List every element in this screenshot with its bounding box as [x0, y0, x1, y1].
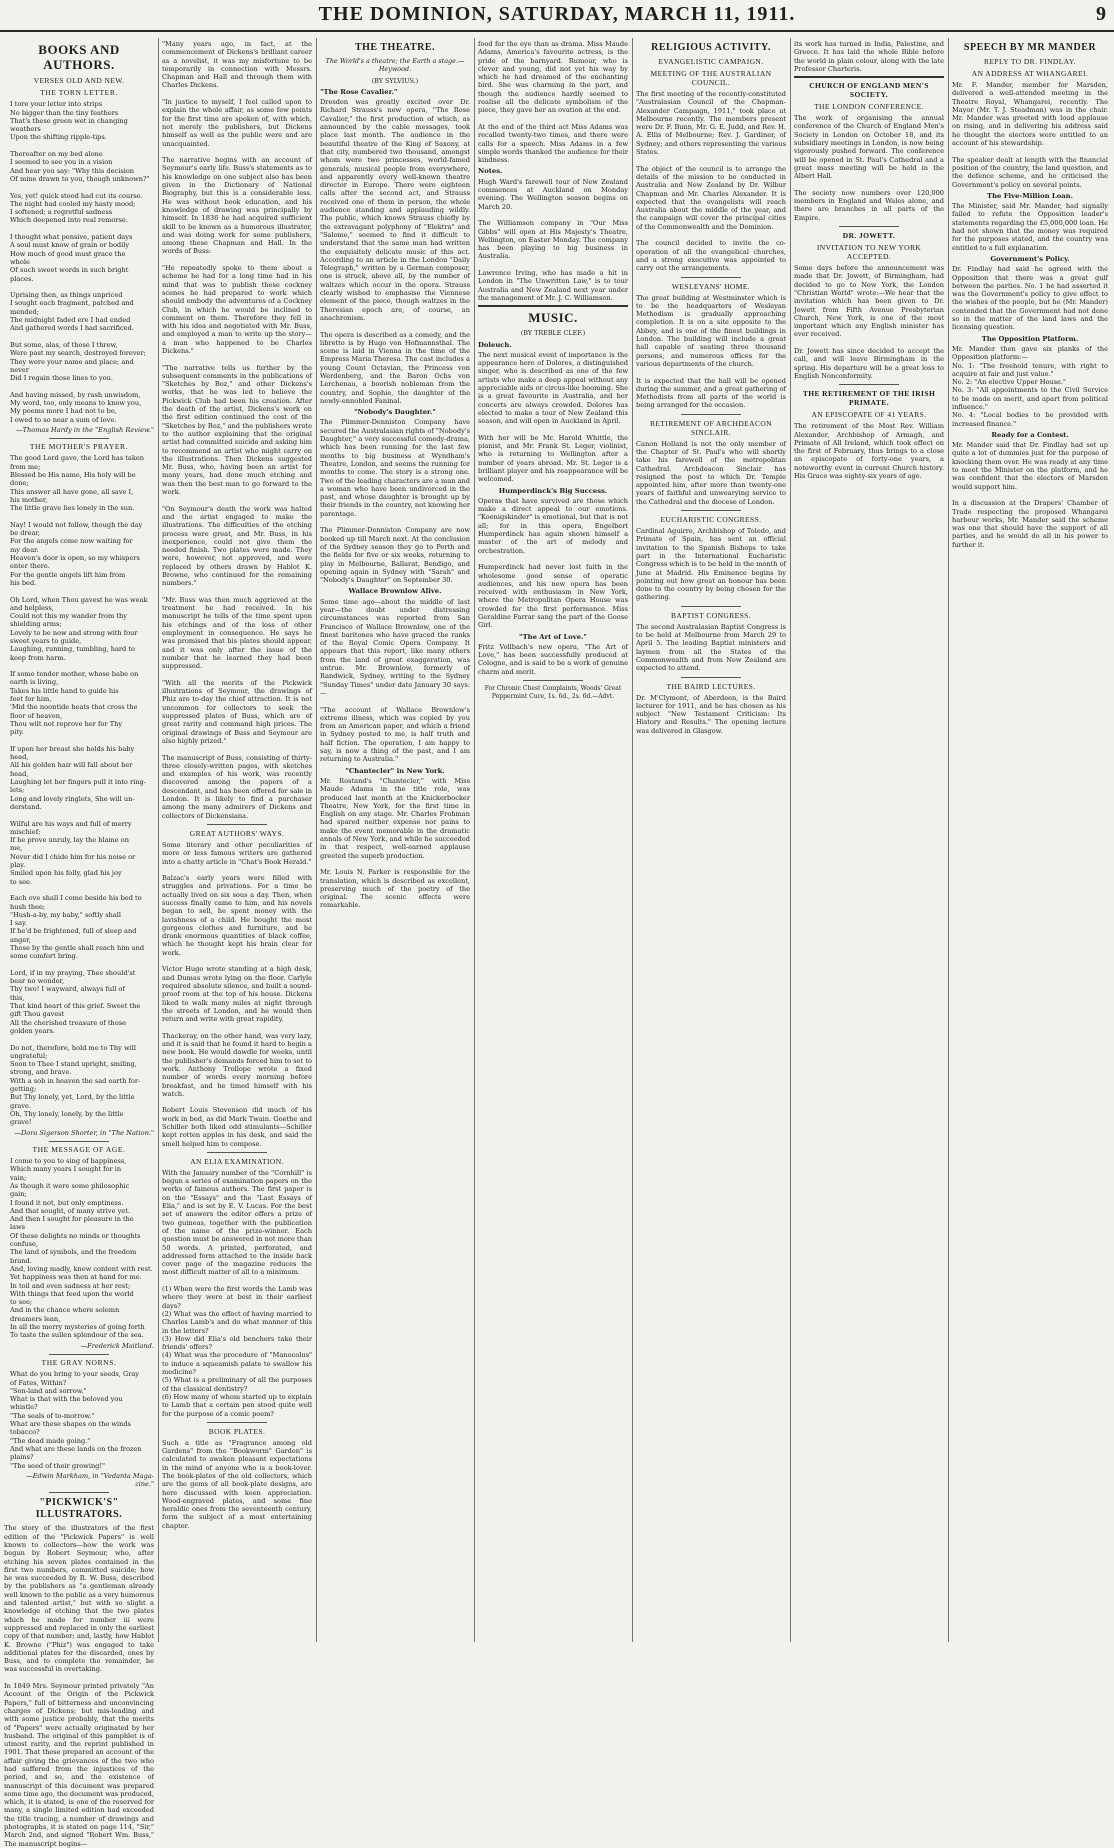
article-heading: THE RETIREMENT OF THE IRISH PRIMATE.	[802, 389, 936, 408]
divider	[839, 226, 899, 227]
masthead	[0, 0, 1114, 32]
article-body: Dr. M'Clymont, of Aberdeen, is the Baird lecturer for 1911, and he has chosen as his subject "New Testament Criticism: Its History and Results." The opening lecture was delivered in Glasgow.	[636, 693, 786, 735]
article-body: Mr. Mander said that Dr. Findlay had set up quite a lot of dummies just for the purpose of knocking them over. He was ready at any time to meet the Minister on the platform, and he was confident that the electors of Marsden would support him. In a discussion at the Drapers' Chamber of Trade respecting the proposed Whangarei harbour works, Mr. Mander said the scheme was one that should have the support of all parties, and he would do all in his power to further it.	[952, 441, 1108, 549]
poem-attribution: —Frederick Maitland.	[80, 1341, 154, 1350]
article-heading: AN ELIA EXAMINATION.	[190, 1156, 284, 1166]
article-heading: Wallace Brownlow Alive.	[348, 587, 442, 596]
article-body: Such a title as "Fragrance among old Gardens" from the "Bookworm" Garden" is calculated to awaken pleasant expectations in the mind of anyone who is a book-lover. The book-plates of the old collectors, which are the gems of all book-plate designs, are here discussed with keen appreciation. Wood-engraved plates, and some fine heraldic ones from the seventeenth century, form the subject of a most entertaining chapter.	[162, 1438, 312, 1530]
byline: (BY SYLVIUS.)	[371, 76, 419, 85]
section-heading-religious: RELIGIOUS ACTIVITY.	[651, 42, 771, 53]
article-heading: Government's Policy.	[990, 254, 1070, 263]
poem-text: The good Lord gave, the Lord has taken from me; Blessed be His name, His holy will be done; This answer all have gone, all save I, his mother, The little grave lies lonely in the sun. Nay! I would not follow, though the day be drear, For the angels come now waiting for my dear. Heaven's door is open, so my whispers enter there. For the gentle angels lift him from his bed. Oh Lord, when Thou gavest he was weak and helpless, Could not this my wander from thy shielding arms; Lovely to be now and strong with four sweet years to guide, Laughing, running, tumbling, hard to keep from harm. If some tender mother, whose babe on earth is living, Takes his little hand to guide his feet for him, 'Mid the noontide heats that cross the floor of heaven, Thou wilt not reprove her for Thy pity. If upon her breast she holds his baby head, All his golden hair will fall about her head, Laughing let her fingers pull it into ring- lets; Long and lovely ringlets, She will un- derstand. Wilful are his ways and full of merry mischief; If he prove unruly, lay the blame on me, Never did I chide him for his noise or play. Smiled upon his folly, glad his joy to see. Each eve shall I come beside his bed to hush thee; "Hush-a-by, my baby," softly shall I say. If he'd be frightened, full of sleep and anger, Those by the gentle shall reach him and some comfort bring. Lord, if in my praying, Thee should'st bear no wonder, Thy two! I wayward, always full of this, That kind heart of this grief. Sweet the gift Thou gavest All the cherished treasure of those golden years. Do not, therefore, hold me to Thy will ungrateful; Soon to Thee I stand upright, smiling, strong, and brave. With a sob in heaven the sad earth for- getting; But Thy lonely, yet, Lord, by the little grave. Oh, Thy lonely, lonely, by the little grave!	[10, 454, 148, 1127]
article-body: its work has turned in India, Palestine, and Greece. It has laid the whole Bible before the world in plain colour, along with the late Professor Charteris.	[794, 40, 944, 73]
article-body: With the January number of the "Cornhill" is begun a series of examination papers on the works of famous authors. The first paper is on the "Essays" and the "Last Essays of Elia," and is set by E. V. Lucas. For the best set of answers the editor offers a prize of two guineas, together with the publication of the name of the prize-winner. Each question must be answered in not more than 50 words. A printed, perforated, and addressed form attached to the inside back cover page of the magazine reduces the most difficult matter of all to a minimum. (1) When were the first words the Lamb was where they were at best in their earliest days? (2) What was the effect of having married to Charles Lamb's and do what manner of this in the letters? (3) How did Elia's old benchers take their friends' offers? (4) What was the procedure of "Manocolus" to induce a squeamish palate to swallow his medicine? (5) What is a preliminary of all the purposes of the classical dentistry? (6) How many of whom started up to explain to Lamb that a certain pen stood quite well for the purpose of a comic poem?	[162, 1168, 313, 1418]
divider	[478, 305, 628, 307]
article-heading: EVANGELISTIC CAMPAIGN.	[658, 57, 764, 66]
divider	[523, 680, 583, 681]
divider	[49, 438, 109, 439]
column-rule	[158, 38, 159, 1642]
divider	[49, 1354, 109, 1355]
article-heading: WESLEYANS' HOME.	[671, 281, 751, 291]
article-heading: RETIREMENT OF ARCHDEACON SINCLAIR.	[650, 418, 772, 437]
column-rule	[948, 38, 949, 1642]
section-heading-music: MUSIC.	[528, 310, 578, 326]
poem-title: THE MOTHER'S PRAYER.	[29, 442, 129, 452]
article-body: The retirement of the Most Rev. William Alexander, Archbishop of Armagh, and Primate of All Ireland, which took effect on the first of February, thus brings to a close an episcopate of forty-one years, a noteworthy event in current Church history. His Grace was eighty-six years of age.	[794, 422, 944, 480]
column-rule	[316, 38, 317, 1642]
poem-attribution: —Edwin Markham, in "Vedanta Maga- zine."	[26, 1471, 154, 1489]
article-body: The next musical event of importance is the appearance here of Dolores, a distinguished singer, who is described as one of the few artists who make a deep appeal without any appreciable aids or circus-like booming. She is a great favourite in Australia, and her concerts are always crowded. Dolores has elected to make a tour of New Zealand this season, and will open in Auckland in April. With her will be Mr. Harold Whittle, the pianist, and Mr. Frank St. Leger, violinist, who is returning to Wellington after a number of years abroad. Mr. St. Leger is a brilliant player and his reappearance will be welcomed.	[478, 350, 628, 484]
section-heading-books: BOOKS AND AUTHORS.	[38, 42, 120, 72]
article-heading: DR. JOWETT.	[842, 231, 896, 241]
column-1	[4, 40, 154, 1848]
article-heading: "The Art of Love."	[519, 632, 587, 641]
article-body: Mr. Mander then gave six planks of the Opposition platform:— No. 1: "The freehold tenure, with right to acquire at fair and just value." No. 2: "An elective Upper House." No. 3: "All appointments to the Civil Service to be made on merit, and apart from political influence." No. 4: "Local bodies to be provided with increased finance."	[952, 344, 1108, 428]
divider	[681, 510, 741, 511]
article-subheading: REPLY TO DR. FINDLAY.	[984, 57, 1076, 66]
article-heading: "The Rose Cavalier."	[320, 87, 398, 96]
column-rule	[632, 38, 633, 1642]
article-body: The story of the illustrators of the first edition of the "Pickwick Papers" is well known to collectors—how the work was begun by Robert Seymour, who, after etching his seven plates contained in the first two numbers, committed suicide; how he was succeeded by R. W. Buss, described by the publishers as "a gentleman already well known to the public as a very humorous and talented artist," but with so slight a knowledge of etching that the two plates which he made for number iii were suppressed and replaced in only the earliest copy of that number; and, lastly, how Hablot K. Browne ("Phiz") was engaged to take additional plates for the discarded, ones by Buss, and to complete the remainder, he was successful in overtaking. In 1849 Mrs. Seymour printed privately "An Account of the Origin of the Pickwick Papers," full of bitterness and unconvincing charges of Dickens; but mis-leading and with some justice probably, that the merits of "Papers" were actually originated by her husband. The original of this pamphlet is of utmost rarity, and the reprint published in 1901. That these prepared an account of the affair giving the grievances of the two who had suffered from the injustices of the period, and so, and the existence of manuscript of this document was prepared some time ago, the document was produced, which, it is stated, is one of the reserved for many, a single limited edition had exceeded the title tracing, a number of drawings and photographs, it is stated on page 114, "Sir," March 2nd, and signed "Robert Wm. Buss," The manuscript begins—	[4, 1524, 154, 1848]
subheading-verses: VERSES OLD AND NEW.	[33, 76, 125, 85]
divider	[207, 824, 267, 825]
article-heading: The Opposition Platform.	[981, 334, 1079, 343]
column-7	[952, 40, 1108, 1640]
article-body: Some literary and other peculiarities of more or less famous writers are gathered into a chatty article in "Chat's Book Herald." Balzac's early years were filled with struggles and privations. For a time he actually lived on six sous a day. Then, when success finally came to him, and his novels began to sell, he spent money with the lavishness of a child. He bought the most gorgeous clothes and furniture, and he drank enormous quantities of black coffee, which he thought kept his brain clear for work. Victor Hugo wrote standing at a high desk, and Dumas wrote lying on the floor. Carlyle required absolute silence, and built a sound-proof room at the top of his house. Dickens liked to walk many miles at night through the streets of London, and he would then return and write with great rapidity. Thackeray, on the other hand, was very lazy, and it is said that he found it hard to begin a new book. He would dawdle for weeks, until the publisher's demands forced him to set to work. Anthony Trollope wrote a fixed number of words every morning before breakfast, and he timed himself with his watch. Robert Louis Stevenson did much of his work in bed, as did Mark Twain. Goethe and Schiller both liked odd stimulants—Schiller kept rotten apples in his desk, and said the smell helped him to compose.	[162, 840, 312, 1148]
article-heading: Notes.	[478, 167, 503, 176]
article-heading: THE BAIRD LECTURES.	[666, 681, 756, 691]
article-heading: Ready for a Contest.	[991, 430, 1069, 439]
section-quote: The World's a theatre; the Earth a stage.—Heywood.	[325, 57, 465, 74]
poem-title: THE TORN LETTER.	[40, 88, 118, 97]
article-body: The work of organising the annual conference of the Church of England Men's Society in London on October 18, and its subsidiary meetings in London, is now being vigorously pushed forward. The conference will be opened in St. Paul's Cathedral and a great mass meeting will be held in the Albert Hall. The society now numbers over 120,000 members in England and Wales alone, and there are branches in all parts of the Empire.	[794, 114, 944, 222]
article-body: The great building at Westminster which is to be the headquarters of Wesleyan Methodism is gradually approaching completion. It is on a site opposite to the Abbey, and is one of the finest buildings in London. The building will include a great hall capable of seating three thousand persons, and numerous offices for the various departments of the church. It is expected that the hall will be opened during the summer, and a great gathering of Methodists from all parts of the world is being arranged for the occasion.	[636, 293, 786, 410]
article-heading: Humperdinck's Big Success.	[498, 486, 608, 495]
column-3	[320, 40, 470, 1640]
article-body: Canon Holland is not the only member of the Chapter of St. Paul's who will shortly take his farewell of the metropolitan Cathedral. Archdeacon Sinclair has resigned the post to which Dr. Temple appointed him, after more than twenty-one years of faithful and unwearying service to the Cathedral and the diocese of London.	[636, 439, 786, 506]
divider	[207, 1422, 267, 1423]
article-heading: The Five-Million Loan.	[987, 191, 1073, 200]
section-heading-speech: SPEECH BY MR MANDER	[963, 42, 1097, 53]
poem-title: THE GRAY NORNS.	[41, 1357, 117, 1367]
column-rule	[790, 38, 791, 1642]
article-body: Some days before the announcement was made that Dr. Jowett, of Birmingham, had decided to go to New York, the London "Christian World" wrote:—We hear that the invitation which has been given to Dr. Jowett from Fifth Avenue Presbyterian Church, New York, is one of the most important which any English minister has ever received. Dr. Jowett has since decided to accept the call, and will leave Birmingham in the spring. His departure will be a great loss to English Nonconformity.	[794, 264, 944, 380]
article-subheading: THE LONDON CONFERENCE.	[814, 102, 924, 112]
article-body: The first meeting of the recently-constituted "Australasian Council of the Chapman-Alexander Campaign, 1911," took place at Melbourne recently. The members present were Dr. F. Bunn, Mr. G. E. Judd, and Rev. H. A. Ellis of Melbourne; Rev. J. Gardiner, of Sydney; and others representing the various States. The object of the council is to arrange the details of the mission to be conducted in Australia and New Zealand by Dr. Wilbur Chapman and Mr. Charles Alexander. It is expected that the evangelists will reach Australia about the middle of the year, and the campaign will cover the principal cities of the Commonwealth and the Dominion. The council decided to invite the co-operation of all the evangelical churches, and a strong executive was appointed to carry out the arrangements.	[636, 90, 786, 273]
article-subheading: AN ADDRESS AT WHANGAREI.	[971, 69, 1089, 78]
article-body: The second Australasian Baptist Congress is to be held at Melbourne from March 29 to April 5. The leading Baptist ministers and laymen from all the States of the Commonwealth and from New Zealand are expected to attend.	[636, 622, 786, 673]
section-heading-theatre: THE THEATRE.	[354, 42, 436, 53]
article-subheading: MEETING OF THE AUSTRALIAN COUNCIL.	[650, 69, 772, 87]
divider	[681, 606, 741, 607]
article-heading: BOOK PLATES.	[208, 1426, 266, 1436]
article-body: Operas that have survived are those which make a direct appeal to our emotions. "Koenigskinder" is emotional, but that is not all; for in this opera, Engelbert Humperdinck has again shown himself a master of the art of melody and orchestration. Humperdinck had never lost faith in the wholesome good sense of operatic audiences, and his new opera has been received with enthusiasm in New York, where the Metropolitan Opera House was crowded for the first performance. Miss Geraldine Farrar sang the part of the Goose Girl.	[478, 496, 628, 630]
article-heading: Doleuch.	[478, 340, 512, 349]
advertisement: For Chronic Chest Complaints, Woods' Great Peppermint Cure, 1s. 6d., 2s. 6d.—Advt.	[484, 685, 622, 701]
article-body: Cardinal Aguirre, Archbishop of Toledo, and Primate of Spain, has sent an official invitation to the Spanish Bishops to take part in the International Eucharistic Congress which is to be held in the month of June at Madrid. His Eminence begins by pointing out how great an honour has been done to the country by being chosen for the gathering.	[636, 527, 786, 602]
article-heading: "Chantecler" in New York.	[345, 766, 445, 775]
article-heading: "Nobody's Daughter."	[354, 408, 436, 417]
article-body: Dr. Findlay had said he agreed with the Opposition that there was a great gulf between the parties. No. 1 he had asserted it was the Government's policy to give effect to the wishes of the people, but he (Mr. Mander) contended that the Government had not done so in the matter of the land laws and the licensing question.	[952, 265, 1108, 332]
newspaper-title: THE DOMINION, SATURDAY, MARCH 11, 1911.	[318, 3, 796, 25]
article-heading: EUCHARISTIC CONGRESS.	[660, 515, 762, 525]
poem-attribution: —Thomas Hardy in the "English Review."	[16, 425, 154, 434]
article-heading: CHURCH OF ENGLAND MEN'S SOCIETY.	[809, 81, 929, 100]
column-5	[636, 40, 786, 1640]
article-heading: BAPTIST CONGRESS.	[670, 610, 751, 620]
article-body: Fritz Vollbach's new opera, "The Art of Love," has been successfully produced at Cologne, and is said to be a work of genuine charm and merit.	[478, 642, 628, 676]
divider	[681, 414, 741, 415]
article-subheading: INVITATION TO NEW YORK ACCEPTED.	[816, 243, 922, 262]
article-body: "Many years ago, in fact, at the commencement of Dickens's brilliant career as a novelist, it was my misfortune to be temporarily in connection with Messrs. Chapman and Hall and through them with Charles Dickens. "In justice to myself, I feel called upon to explain the whole affair, as some few points for the first time are spoken of, with which, not merely the publishers, but Dickens himself as well as the public were and are unacquainted. The narrative begins with an account of Seymour's early life. Buss's statements as to his knowledge on one subject also has been given in the Dictionary of National Biography, but this is a considerable less. He was without book education, and his knowledge of drawing was principally by himself. In 1836 he had acquired sufficient skill to be known as a humorous illustrator, and was doing work for some publishers, among these Chapman and Hall. In the words of Buss: "He repeatedly spoke to them about a scheme he had for a long time had in his mind that was to publish these cockney scenes he had prepared to work which should embody the adventures of a Cockney Club, in which he would be inclined to comment on them. Therefore they fell in with his idea and negotiated with Mr. Buss, and employed a man to write up the story—a man who happened to be Charles Dickens." "The narrative tells us further by the subsequent comments in the publications of "Sketches by Boz," and other Dickens's works, that he was led to believe the Pickwick Club had been his creation. After the death of the artist, Dickens's work on the first edition continued the cost of the "Sketches by Boz," and the publishers wrote to the author explaining that the original artist had committed suicide and asking him to recommend an artist who might carry on the illustrations. Then Dickens suggested Mr. Buss, who, having been an artist for many years, had done much etching and was then the best man to go forward to the work. "On Seymour's death the work was halted and the artist engaged to make the illustrations. The difficulties of the etching process were great, and Mr. Buss, in his inexperience, could not give them the needed finish. Two plates were made. They were, however, not approved, and were replaced by others drawn by Hablot K. Browne, who continued for the remaining numbers." "Mr. Buss was then much aggrieved at the treatment he had received. In his manuscript he tells of the time spent upon his etchings and of the loss of other employment in consequence. He says he was promised that his plates should appear, and it was only after the issue of the number that he learned they had been suppressed. "With all the merits of the Pickwick illustrations of Seymour, the drawings of Phiz are to-day the chief attraction. It is not uncommon for collectors to seek the suppressed plates of Buss, which are of great rarity and command high prices. The original drawings of Buss and Seymour are also highly prized." The manuscript of Buss, consisting of thirty-three closely-written pages, with sketches and examples of his work, was recently discovered among the papers of a descendant, and has been offered for sale in London. It is likely to find a purchaser among the many admirers of Dickens and collectors of Dickensiana.	[162, 40, 312, 820]
article-body: food for the eye than as drama. Miss Maude Adams, America's favourite actress, is the pride of the barnyard. Rumour, who is clever and young, did not yet his way by which he had dreamed of the enchanting bird. She was charming in the part, and though the audience hardly seemed to realise all the delicate symbolism of the piece, they gave her an ovation at the end. At the end of the third act Miss Adams was recalled twenty-two times, and there were calls for a speech. Miss Adams in a few simple words thanked the audience for their kindness.	[478, 40, 628, 165]
article-body: The Minister, said Mr. Mander, had signally failed to refute the Opposition leader's statements regarding the £5,000,000 loan. He had not shown that the money was required for the purposes stated, and the country was entitled to a full explanation.	[952, 202, 1108, 252]
divider	[49, 1141, 109, 1142]
poem-attribution: —Dora Sigerson Shorter, in "The Nation."	[14, 1128, 154, 1137]
divider	[681, 277, 741, 278]
article-body: The Plimmer-Denniston Company have secured the Australasian rights of "Nobody's Daughter," a very successful comedy-drama, which has been running for the last few months to big business at Wyndham's Theatre, London, and seems the running for months to come. The story is a strong one. Two of the leading characters are a man and a woman who have been undivorced in the past, and whose daughter is brought up by their friends in the country, not knowing her parentage. The Plimmer-Denniston Company are now booked up till March next. At the conclusion of the Sydney season they go to Perth and the fields for five or six weeks, returning to play in Melbourne, Ballarat, Bendigo, and opening again in Sydney with "Sarah" and "Nobody's Daughter" on September 30.	[320, 418, 470, 585]
poem-text: I tore your letter into strips No bigger than the tiny feathers That's these green wet in changing weathers Upon the shifting ripple-tips. Thereafter on my bed alone I seemed to see you in a vision And hear you say: "Why this decision Of mine drawn to you, though unknown?" Yes, yet! quick stood had cut its course. The night had cooled my hasty mood; I softened; a regretful sadness Which deepened into real remorse. I thought what pensive, patient days A soul must know of grain or bodily How much of good must grace the whole Of such sweet words in such bright places. Uprising then, as things unpriced I sought each fragment, patched and mended; The midnight faded ere I had ended And gathered words I had sacrificed. But some, alas, of those I threw, Were past my search, destroyed forever; They were your name and place; and never Did I regain those lines to you. And having missed, by rash unwisdom, My word, too, only means to know you, My poems more I had not to be, I owed to so near a sum of love.	[10, 100, 150, 424]
column-6	[794, 40, 944, 1640]
poem-title: THE MESSAGE OF AGE.	[32, 1144, 126, 1154]
article-body: Mr. F. Mander, member for Marsden, delivered a well-attended meeting in the Theatre Royal, Whangarei, recently. The Mayor (Mr. T. J. Steadman) was in the chair. Mr. Mander was greeted with loud applause on rising, and in delivering his address said he thought the electors were entitled to an account of his stewardship. The speaker dealt at length with the financial position of the country, the land question, and the defence scheme, and he criticised the Government's policy on several points.	[952, 81, 1108, 189]
page-number: 9	[1096, 3, 1106, 25]
byline: (BY TREBLE CLEF.)	[520, 329, 586, 338]
article-body: Some time ago—about the middle of last year—the doubt under distressing circumstances was reported from San Francisco of Wallace Brownlow, one of the finest baritones who have graced the ranks of the Royal Comic Opera Company. It appears that this report, like many others from the land of great exaggeration, was untrue. Mr. Brownlow, formerly of Randwick, Sydney, writing to the Sydney "Sunday Times" under date January 30 says:— "The account of Wallace Brownlow's extreme illness, which was copied by you from an American paper, and which a friend in Sydney posted to me, is half truth and half fiction. The operation, I am happy to say, is now a thing of the past, and I am returning to Australia."	[320, 597, 470, 764]
column-4	[478, 40, 628, 1640]
article-body: Dresden was greatly excited over Dr. Richard Strauss's new opera, "The Rose Cavalier," the first production of which, as announced by the cable messages, took place last month. The audience in the beautiful theatre of the King of Saxony, at that city, numbered two thousand, amongst whom were two princesses, world-famed generals, musical people from everywhere, and apparently every well-known theatre director in Europe. There were eighteen calls after the second act, and Strauss received one of them in person, the whole audience standing and applauding wildly. The public, which knows Strauss chiefly by the extravagant polyphony of "Elektra" and "Salome," seemed to find it difficult to understand that the same man had written the exquisitely delicate music of this act. According to an article in the London "Daily Telegraph," written by a German composer, one is struck, above all, by the number of waltzes which occur in the opera. Strauss clearly wished to emphasise the Viennese element of the piece, though waltzes in the Theresian epoch are, of course, an anachronism. The opera is described as a comedy, and the libretto is by Hugo von Hofmannsthal. The scene is laid in Vienna in the time of the Empress Maria Theresa. The cast includes a young Count Octavian, the Princess von Werdenberg, and the Baron Ochs von Lerchenau, a boorish nobleman from the country, and Sophie, the daughter of the newly-ennobled Faninal.	[320, 98, 470, 405]
column-rule	[474, 38, 475, 1642]
article-body: Hugh Ward's farewell tour of New Zealand commences at Auckland on Monday evening. The Wellington season begins on March 20. The Williamson company in "Our Miss Gibbs" will open at His Majesty's Theatre, Wellington, on Easter Monday. The company has been playing to big business in Australia. Lawrence Irving, who has made a hit in London in "The Unwritten Law," is to tour Australia and New Zealand next year under the management of Mr. J. C. Williamson.	[478, 177, 628, 302]
article-heading: GREAT AUTHORS' WAYS.	[189, 828, 285, 838]
column-2	[162, 40, 312, 1640]
divider	[49, 1492, 109, 1493]
poem-text: I come to you to sing of happiness, Which many years I sought for in vain; As though it were some philosophic gain; I found it not, but only emptiness. And that sought, of many strive yet. And then I sought for pleasure in the laws Of these delights no minds or thoughts confuse, The land of symbols, and the freedom brand. And, loving madly, knew content with rest. Yet happiness was then at hand for me. In toil and even sadness at her rest; With things that feed upon the world to see; And in the chance where solemn dreamers lean, In all the merry mysteries of going forth To taste the sullen splendour of the sea.	[10, 1157, 153, 1340]
divider	[794, 76, 944, 78]
divider	[207, 1152, 267, 1153]
article-subheading: AN EPISCOPATE OF 41 YEARS.	[811, 410, 927, 420]
article-heading: "PICKWICK'S" ILLUSTRATORS.	[35, 1497, 123, 1521]
divider	[681, 677, 741, 678]
poem-text: What do you bring to your seeds, Gray of Fates, Within? "Son-land and sorrow." What is that with the beloved you whistle? "The seals of to-morrow." What are these shapes on the winds tobacco? "The dead made going." And what are these lands on the frozen plains? "The seed of their growing!"	[10, 1370, 142, 1470]
divider	[839, 384, 899, 385]
article-body: Mr. Rostand's "Chantecler," with Miss Maude Adams in the title role, was produced last month at the Knickerbocker Theatre, New York, for the first time in English on any stage. Mr. Charles Frohman had spared neither expense nor pains to make the event memorable in the dramatic annals of New York, and while he succeeded in that respect, well-earned applause greeted the superb production. Mr. Louis N. Parker is responsible for the translation, which is described as excellent, preserving much of the poetry of the original. The scenic effects were remarkable.	[320, 776, 470, 910]
